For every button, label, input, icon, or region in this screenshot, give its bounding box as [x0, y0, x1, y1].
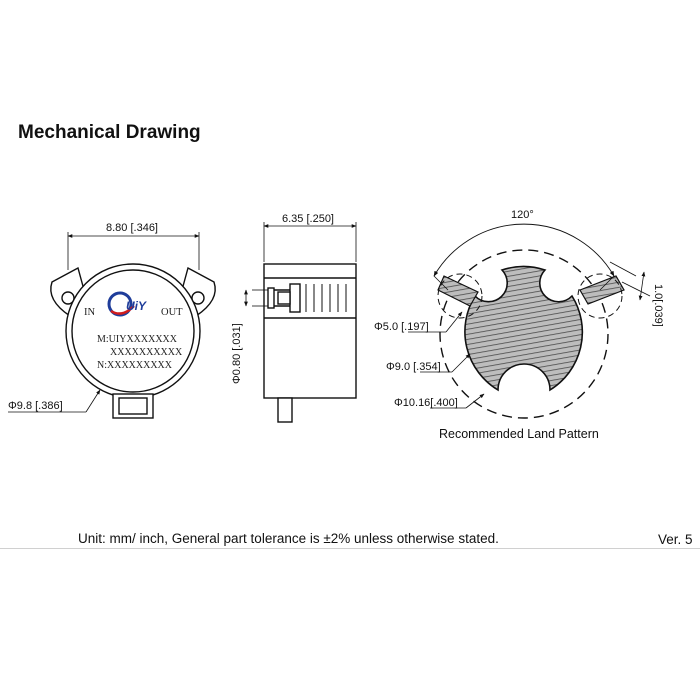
hole-dimension: Φ5.0 [.197] — [374, 321, 429, 333]
front-width-dimension: 8.80 [.346] — [106, 222, 158, 234]
gap-dimension: 1.0[.039] — [652, 284, 664, 327]
page-title: Mechanical Drawing — [18, 122, 201, 143]
side-bottom-tab — [278, 398, 292, 422]
logo-text: UiY — [126, 299, 147, 313]
marking-line-3: N:XXXXXXXXX — [97, 360, 172, 371]
front-diameter-dimension: Φ9.8 [.386] — [8, 400, 63, 412]
side-body — [264, 264, 356, 398]
footer-note: Unit: mm/ inch, General part tolerance is ±2% unless otherwise stated. — [78, 531, 499, 546]
side-pin-block — [290, 284, 300, 312]
left-mount-hole — [62, 292, 74, 304]
land-pattern — [408, 224, 650, 418]
right-mount-hole — [192, 292, 204, 304]
version-label: Ver. 5 — [658, 532, 693, 547]
side-height-dimension: 6.35 [.250] — [282, 213, 334, 225]
pad-dimension: Φ9.0 [.354] — [386, 361, 441, 373]
footer-divider — [0, 548, 700, 549]
side-pin-dimension: Φ0.80 [.031] — [231, 323, 243, 384]
body-outer — [66, 264, 200, 398]
marking-line-1: M:UIYXXXXXXX — [97, 334, 177, 345]
side-view — [246, 222, 356, 422]
pin-out-label: OUT — [161, 307, 183, 318]
pin-in-label: IN — [84, 307, 96, 318]
right-pin-land — [580, 276, 624, 304]
outline-dimension: Φ10.16[.400] — [394, 397, 458, 409]
front-view — [51, 232, 215, 418]
angle-label: 120° — [511, 209, 534, 221]
marking-line-2: XXXXXXXXXX — [110, 347, 183, 358]
land-pattern-caption: Recommended Land Pattern — [439, 427, 599, 441]
pad-shape — [465, 267, 582, 390]
